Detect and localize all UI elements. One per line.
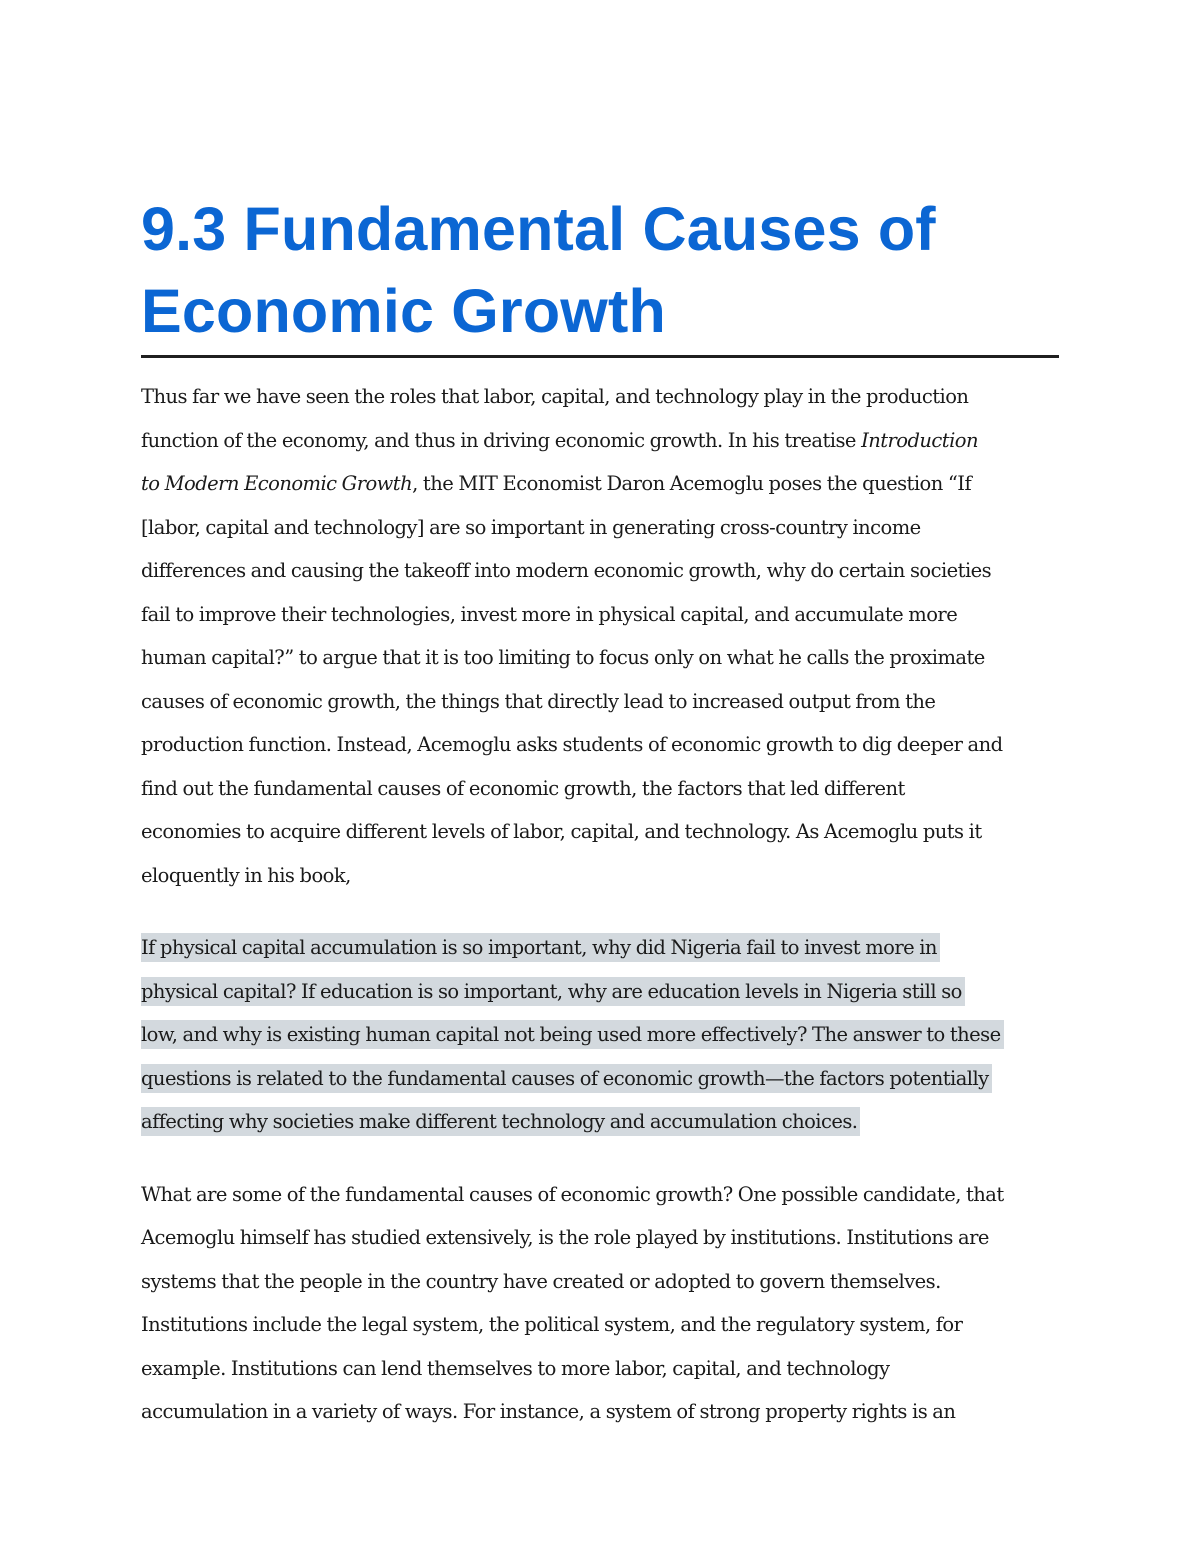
document-page [141,188,1059,1434]
text-run: function of the economy, and thus in driving economic growth. In his treatise [141,428,862,452]
text-line: causes of economic growth, the things that directly lead to increased output from the [141,689,936,713]
institutions-paragraph [141,1173,1059,1434]
text-line: find out the fundamental causes of economic growth, the factors that led different [141,776,905,800]
highlighted-text: physical capital? If education is so important, why are education levels in Nigeria still so [141,977,965,1006]
highlighted-text: affecting why societies make different technology and accumulation choices. [141,1107,860,1136]
highlighted-text: questions is related to the fundamental causes of economic growth—the factors potentially [141,1064,992,1093]
text-line [141,419,1059,463]
text-line: eloquently in his book, [141,863,351,887]
text-line: What are some of the fundamental causes of economic growth? One possible candidate, that [141,1182,1004,1206]
text-line: economies to acquire different levels of labor, capital, and technology. As Acemoglu puts it [141,820,982,843]
section-title-line-1: 9.3 Fundamental Causes of [141,195,936,263]
book-title-italic: to Modern Economic Growth [141,472,413,495]
title-underline-rule [141,355,1059,358]
text-line: Thus far we have seen the roles that labor, capital, and technology play in the production [141,385,969,408]
text-line: accumulation in a variety of ways. For instance, a system of strong property rights is an [141,1400,956,1423]
section-title-line-2: Economic Growth [141,277,666,345]
text-line: Institutions include the legal system, the political system, and the regulatory system, for [141,1313,963,1336]
text-line: systems that the people in the country have created or adopted to govern themselves. [141,1269,941,1293]
text-run: , the MIT Economist Daron Acemoglu poses the question “If [412,472,972,495]
section-title [141,188,1059,352]
text-line: differences and causing the takeoff into modern economic growth, why do certain societies [141,559,992,582]
quote-line [141,1057,1059,1101]
highlighted-text: low, and why is existing human capital not being used more effectively? The answer to these [141,1020,1004,1049]
text-line: human capital?” to argue that it is too limiting to focus only on what he calls the proximate [141,646,985,669]
quote-line [141,970,1059,1014]
quote-line [141,926,1059,970]
highlighted-quote [141,926,1059,1144]
text-line: production function. Instead, Acemoglu asks students of economic growth to dig deeper and [141,733,1003,756]
quote-line [141,1013,1059,1057]
highlighted-text: If physical capital accumulation is so important, why did Nigeria fail to invest more in [141,933,940,962]
book-title-italic: Introduction [861,428,978,452]
text-line: example. Institutions can lend themselves to more labor, capital, and technology [141,1356,890,1380]
text-line: [labor, capital and technology] are so important in generating cross-country income [141,515,921,539]
text-line [141,462,1059,506]
text-line: fail to improve their technologies, invest more in physical capital, and accumulate more [141,602,958,626]
intro-paragraph [141,375,1059,897]
text-line: Acemoglu himself has studied extensively, is the role played by institutions. Institutions are [141,1226,989,1249]
quote-line [141,1100,1059,1144]
